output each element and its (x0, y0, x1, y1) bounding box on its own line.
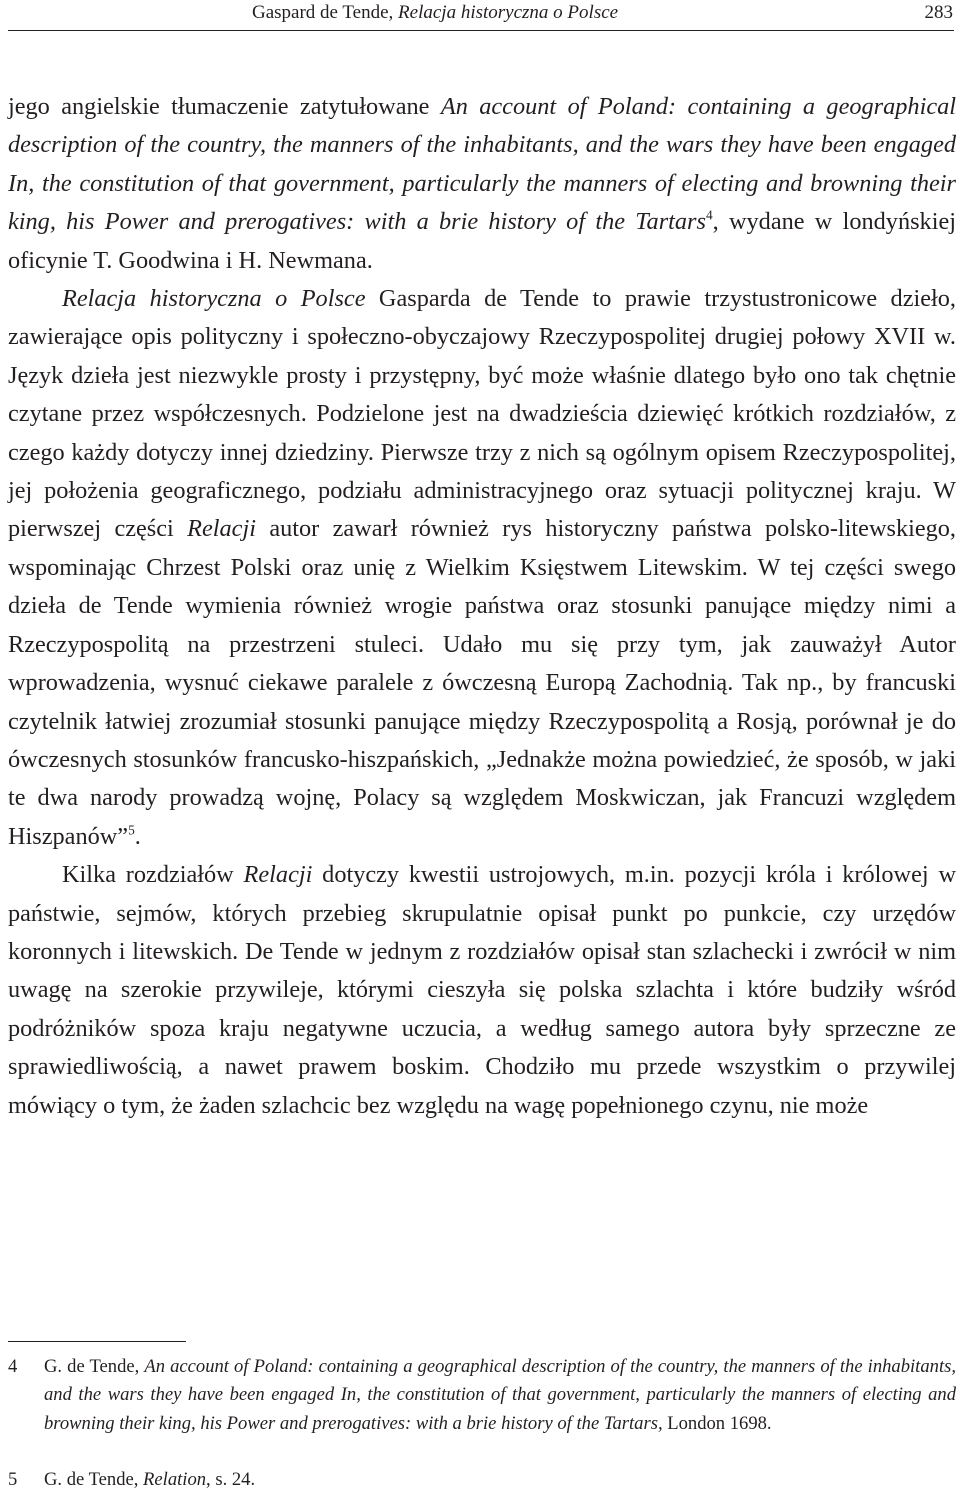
paragraph-2-title-b: Relacji (187, 515, 256, 543)
footnote-number: 4 (8, 1356, 18, 1377)
footnote-ref-4: 4 (705, 207, 713, 223)
paragraph-2-title-a: Relacja historyczna o Polsce (62, 285, 366, 313)
paragraph-1-text-b: , wydane w londyńskiej oficynie T. Goodwina i H. Newmana. (8, 208, 956, 274)
paragraph-2-text-c: . (134, 822, 141, 850)
paragraph-1 (8, 88, 956, 280)
footnote-number: 5 (8, 1469, 18, 1490)
paragraph-2-text-a: Gasparda de Tende to prawie trzystustronicowe dzieło, zawierające opis polityczny i społeczno-obyczajowy Rzeczypospolitej drugiej połowy XVII w. Język dzieła jest niezwykle prosty i przystępny, być może właśnie dlatego było ono tak chętnie czytane przez współczesnych. Podzielone jest na dwadzieścia dziewięć krótkich rozdziałów, z czego każdy dotyczy innej dziedziny. Pierwsze trzy z nich są ogólnym opisem Rzeczypospolitej, jej położenia geograficznego, podziału administracyjnego oraz sytuacji politycznej kraju. W pierwszej części (8, 285, 956, 543)
footnote-5-title: Relation (143, 1469, 207, 1490)
paragraph-1-book-title: An account of Poland: containing a geographical description of the country, the manners of the inhabitants, and the wars they have been engaged In, the constitution of that government, particularly the manners of electing and browning their king, his Power and prerogatives: with a brie history of the Tartars (8, 93, 956, 236)
footnote-5-text-a: G. de Tende, (44, 1469, 144, 1490)
paragraph-1-text-a: jego angielskie tłumaczenie zatytułowane (8, 93, 441, 120)
paragraph-3-title: Relacji (243, 861, 313, 889)
footnote-text (44, 1466, 956, 1494)
running-author: Gaspard de Tende, (252, 2, 399, 23)
footnote-separator (8, 1341, 186, 1342)
footnote-4-text-b: London 1698. (662, 1412, 772, 1434)
footnote-4 (8, 1353, 956, 1438)
footnote-ref-5: 5 (128, 822, 135, 838)
footnote-4-title: An account of Poland: containing a geographical description of the country, the manners of the inhabitants, and the wars they have been engaged In, the constitution of that government, particularly the manners of electing and browning their king, his Power and prerogatives: with a brie history of the Tartars, (44, 1356, 956, 1434)
footnote-5 (8, 1466, 956, 1494)
paragraph-3-text-b: dotyczy kwestii ustrojowych, m.in. pozycji króla i królowej w państwie, sejmów, których przebieg skrupulatnie opisał punkt po punkcie, czy urzędów koronnych i litewskich. De Tende w jednym z rozdziałów opisał stan szlachecki i zwrócił w nim uwagę na szerokie przywileje, którymi cieszyła się polska szlachta i które budziły wśród podróżników spoza kraju negatywne uczucia, a według samego autora były sprzeczne ze sprawiedliwością, a nawet prawem boskim. Chodziło mu przede wszystkim o przywilej mówiący o tym, że żaden szlachcic bez względu na wagę popełnionego czynu, nie może (8, 861, 956, 1119)
footnote-text (44, 1353, 956, 1438)
paragraph-2-text-b: autor zawarł również rys historyczny państwa polsko-litewskiego, wspominając Chrzest Polski oraz unię z Wielkim Księstwem Litewskim. W tej części swego dzieła de Tende wymienia również wrogie państwa oraz stosunki panujące między nimi a Rzeczypospolitą na przestrzeni stuleci. Udało mu się przy tym, jak zauważył Autor wprowadzenia, wysnuć ciekawe paralele z ówczesną Europą Zachodnią. Tak np., by francuski czytelnik łatwiej zrozumiał stosunki panujące między Rzeczypospolitą a Rosją, porównał je do ówczesnych stosunków francusko-hiszpańskich, „Jednakże można powiedzieć, że sposób, w jaki te dwa narody prowadzą wojnę, Polacy są względem Moskwiczan, jak Francuzi względem Hiszpanów” (8, 515, 957, 850)
paragraph-3-text-a: Kilka rozdziałów (62, 861, 244, 889)
footnote-5-text-b: , s. 24. (206, 1469, 256, 1490)
running-title (252, 2, 618, 24)
page-number: 283 (924, 2, 953, 23)
paragraph-3 (8, 856, 956, 1125)
paragraph-2 (8, 280, 956, 856)
running-header (8, 0, 954, 31)
footnote-4-text-a: G. de Tende, (44, 1356, 145, 1377)
running-work-title: Relacja historyczna o Polsce (398, 2, 619, 23)
main-text (8, 88, 956, 1125)
